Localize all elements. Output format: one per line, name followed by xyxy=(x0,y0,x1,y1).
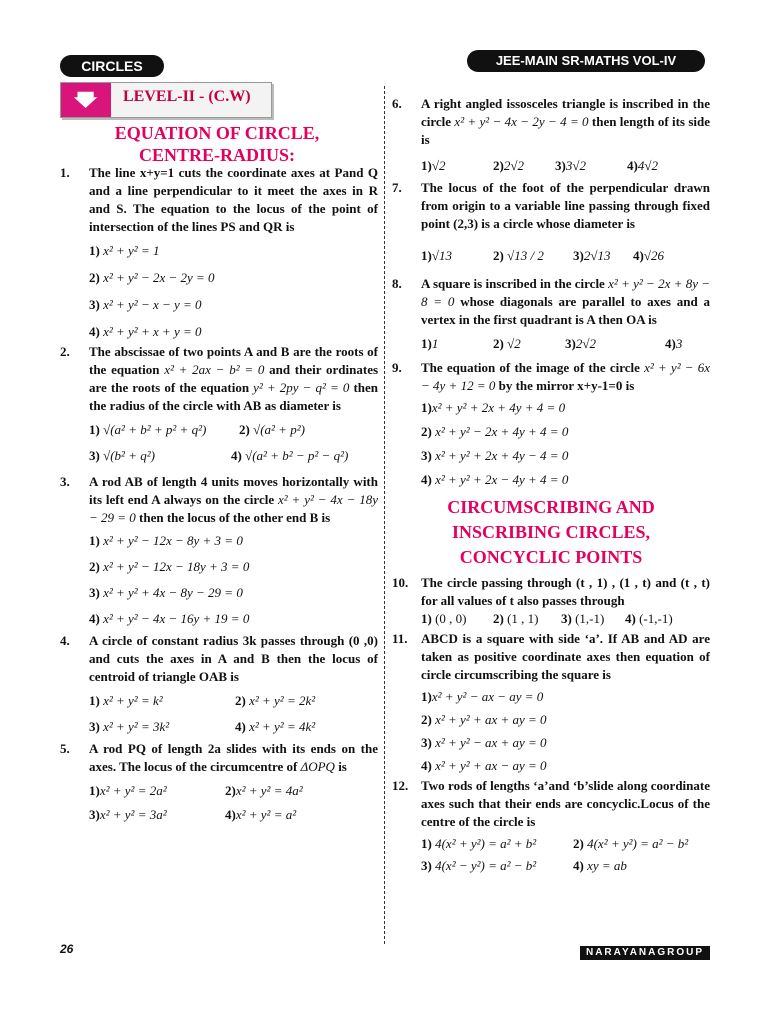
section-heading-line: INSCRIBING CIRCLES, xyxy=(451,522,651,542)
option-row xyxy=(89,692,378,710)
section-heading xyxy=(60,122,374,166)
question-text xyxy=(421,359,710,395)
option-text: x² + y² = 4a² xyxy=(235,783,303,798)
question-text-part: is xyxy=(338,759,347,774)
option xyxy=(89,532,378,550)
option xyxy=(555,157,627,175)
option xyxy=(421,857,573,875)
question-text xyxy=(89,473,378,527)
option-number: 2) xyxy=(421,712,432,727)
option-text: x² + y² − 4x − 16y + 19 = 0 xyxy=(103,611,250,626)
option-number: 4) xyxy=(225,807,236,822)
question-3 xyxy=(60,473,378,628)
option xyxy=(231,447,348,465)
option xyxy=(573,857,627,875)
option-text: √13 / 2 xyxy=(507,248,544,263)
level-banner xyxy=(60,82,272,118)
option-number: 3) xyxy=(89,719,100,734)
option-number: 2) xyxy=(235,693,246,708)
option xyxy=(225,782,303,800)
question-number: 2. xyxy=(60,344,70,359)
option xyxy=(561,610,625,628)
option xyxy=(89,584,378,602)
question-8 xyxy=(392,275,710,353)
option-text: x² + y² − x − y = 0 xyxy=(103,297,202,312)
option-row xyxy=(421,610,710,628)
volume-title-badge: JEE-MAIN SR-MATHS VOL-IV xyxy=(467,50,705,72)
option-text: √2 xyxy=(507,336,521,351)
option xyxy=(493,610,561,628)
question-number: 8. xyxy=(392,276,402,291)
level-label: LEVEL-II - (C.W) xyxy=(123,88,251,105)
option-text: 4(x² − y²) = a² − b² xyxy=(435,858,537,873)
question-text xyxy=(421,95,710,149)
page-number: 26 xyxy=(60,942,74,956)
option-text: x² + y² = k² xyxy=(103,693,163,708)
option-number: 1) xyxy=(89,783,100,798)
section-heading-line: CENTRE-RADIUS: xyxy=(138,145,295,165)
option xyxy=(89,718,235,736)
option-number: 4) xyxy=(421,758,432,773)
option-number: 1) xyxy=(421,158,432,173)
publisher-label: NARAYANAGROUP xyxy=(580,946,710,960)
option-number: 4) xyxy=(235,719,246,734)
option xyxy=(89,782,225,800)
question-text: Two rods of lengths ‘a’and ‘b’slide along coordinate axes such that their ends are concyclic.Locus of the centre of the circle is xyxy=(421,778,710,829)
question-text-part: A rod AB of length 4 units moves horizontally with its left end A always on the circle xyxy=(89,474,378,507)
question-text-part: by the mirror x+y-1=0 is xyxy=(498,378,635,393)
option-number: 4) xyxy=(231,448,242,463)
option-number: 3) xyxy=(89,585,100,600)
option xyxy=(89,269,378,287)
question-text: ABCD is a square with side ‘a’. If AB and AD are taken as positive coordinate axes then equation of circle circumscribing the square is xyxy=(421,631,710,682)
option-text: x² + y² + 4x − 8y − 29 = 0 xyxy=(103,585,243,600)
left-column xyxy=(60,164,378,826)
option xyxy=(421,247,493,265)
equation: x² + 2ax − b² = 0 xyxy=(164,362,265,377)
option xyxy=(421,399,710,417)
option xyxy=(421,610,493,628)
option-text: 2√2 xyxy=(575,336,596,351)
arrow-down-icon xyxy=(61,83,111,117)
option-number: 1) xyxy=(421,336,432,351)
option xyxy=(625,610,673,628)
question-number: 10. xyxy=(392,575,409,590)
question-text xyxy=(421,275,710,329)
option xyxy=(421,471,710,489)
option-number: 1) xyxy=(89,533,100,548)
option-text: (1 , 1) xyxy=(507,611,539,626)
option-text: 3√2 xyxy=(565,158,586,173)
option-number: 1) xyxy=(89,693,100,708)
option-text: x² + y² = 4k² xyxy=(249,719,316,734)
option xyxy=(421,447,710,465)
question-11 xyxy=(392,630,710,775)
question-number: 9. xyxy=(392,360,402,375)
option-text: x² + y² − 2x + 4y + 4 = 0 xyxy=(435,424,569,439)
section-heading-line: CIRCUMSCRIBING AND xyxy=(447,497,655,517)
option xyxy=(89,242,378,260)
option xyxy=(89,610,378,628)
option-text: x² + y² − ax − ay = 0 xyxy=(431,689,544,704)
question-text-part: A right angled issosceles triangle is inscribed in the circle xyxy=(421,96,710,129)
option-text: √(a² + p²) xyxy=(253,422,305,437)
option-number: 4) xyxy=(625,611,636,626)
option-text: x² + y² + 2x + 4y + 4 = 0 xyxy=(431,400,566,415)
option xyxy=(421,835,573,853)
option-row xyxy=(421,247,710,265)
option-number: 1) xyxy=(421,836,432,851)
option-text: x² + y² = 2a² xyxy=(99,783,167,798)
option-number: 4) xyxy=(89,611,100,626)
column-divider xyxy=(384,86,385,944)
question-number: 11. xyxy=(392,631,408,646)
option-row xyxy=(89,718,378,736)
option-row xyxy=(89,447,378,465)
option-number: 2) xyxy=(573,836,584,851)
question-10 xyxy=(392,574,710,628)
question-4 xyxy=(60,632,378,736)
option-text: 4√2 xyxy=(637,158,658,173)
option-number: 3) xyxy=(421,735,432,750)
option-number: 3) xyxy=(565,336,576,351)
option xyxy=(89,323,378,341)
question-7 xyxy=(392,179,710,265)
option xyxy=(421,157,493,175)
option xyxy=(89,806,225,824)
option xyxy=(573,247,633,265)
equation: x² + y² − 6x − 4y + 12 = 0 xyxy=(421,360,710,393)
option xyxy=(421,734,710,752)
option-number: 2) xyxy=(493,158,504,173)
option-row xyxy=(89,782,378,800)
option-row xyxy=(89,421,378,439)
option-text: x² + y² = 2k² xyxy=(249,693,316,708)
option-text: 3 xyxy=(675,336,683,351)
option-text: x² + y² = a² xyxy=(235,807,297,822)
option-number: 3) xyxy=(561,611,572,626)
option-number: 2) xyxy=(493,336,504,351)
option xyxy=(493,157,555,175)
question-number: 6. xyxy=(392,96,402,111)
option xyxy=(633,247,664,265)
option-text: √(b² + q²) xyxy=(103,448,155,463)
option-number: 2) xyxy=(89,559,100,574)
option-text: x² + y² − 12x − 18y + 3 = 0 xyxy=(103,559,250,574)
option-text: x² + y² + ax + ay = 0 xyxy=(435,712,547,727)
question-text: The circle passing through (t , 1) , (1 , t) and (t , t) for all values of t also passes through xyxy=(421,575,710,608)
option-number: 2) xyxy=(421,424,432,439)
question-text-part: then the radius of the circle with AB as diameter is xyxy=(89,380,378,413)
question-1 xyxy=(60,164,378,341)
equation: x² + y² − 2x + 8y − 8 = 0 xyxy=(421,276,711,309)
question-text: The line x+y=1 cuts the coordinate axes at Pand Q and a line perpendicular to it meet the axes in R and S. The equation to the locus of the point of intersection of the lines PS and QR is xyxy=(89,165,378,234)
option-number: 3) xyxy=(89,297,100,312)
option xyxy=(665,335,682,353)
option-number: 1) xyxy=(89,422,100,437)
option xyxy=(89,421,239,439)
option-row xyxy=(89,806,378,824)
option-number: 3) xyxy=(573,248,584,263)
option-text: (1,-1) xyxy=(575,611,605,626)
question-6 xyxy=(392,95,710,175)
option xyxy=(565,335,665,353)
option-number: 2) xyxy=(225,783,236,798)
question-text-part: The equation of the image of the circle xyxy=(421,360,640,375)
option xyxy=(239,421,305,439)
option xyxy=(627,157,658,175)
equation: x² + y² − 4x − 2y − 4 = 0 xyxy=(454,114,589,129)
option-row xyxy=(421,335,710,353)
question-number: 12. xyxy=(392,778,409,793)
option-number: 3) xyxy=(89,448,100,463)
option-text: x² + y² + ax − ay = 0 xyxy=(435,758,547,773)
question-text: A circle of constant radius 3k passes through (0 ,0) and cuts the axes in A and B then the locus of centroid of triangle OAB is xyxy=(89,633,378,684)
option-text: √(a² + b² + p² + q²) xyxy=(103,422,207,437)
option-text: √26 xyxy=(643,248,664,263)
option-text: x² + y² − 12x − 8y + 3 = 0 xyxy=(103,533,243,548)
option xyxy=(89,296,378,314)
option-text: x² + y² + 2x + 4y − 4 = 0 xyxy=(435,448,569,463)
option xyxy=(493,247,573,265)
question-9 xyxy=(392,359,710,489)
question-text-part: and their ordinates are the roots of the equation xyxy=(89,362,379,395)
option xyxy=(235,692,315,710)
option xyxy=(89,447,231,465)
question-text-part: The abscissae of two points A and B are the roots of the equation xyxy=(89,344,378,377)
option-number: 1) xyxy=(421,248,432,263)
option-number: 3) xyxy=(89,807,100,822)
equation: ΔOPQ xyxy=(300,759,335,774)
option-text: x² + y² − ax + ay = 0 xyxy=(435,735,547,750)
question-text-part: then the locus of the other end B is xyxy=(139,510,331,525)
option xyxy=(493,335,565,353)
option-number: 4) xyxy=(665,336,676,351)
option-text: 2√13 xyxy=(583,248,611,263)
option-number: 2) xyxy=(493,611,504,626)
option-text: √13 xyxy=(431,248,452,263)
question-number: 5. xyxy=(60,741,70,756)
option xyxy=(421,688,710,706)
option xyxy=(573,835,688,853)
option-number: 1) xyxy=(421,611,432,626)
option-text: 4(x² + y²) = a² − b² xyxy=(587,836,689,851)
option-text: 1 xyxy=(431,336,439,351)
question-number: 4. xyxy=(60,633,70,648)
option-number: 2) xyxy=(89,270,100,285)
option-number: 3) xyxy=(421,448,432,463)
question-text-part: whose diagonals are parallel to axes and a vertex in the first quadrant is A then OA is xyxy=(421,294,711,327)
option-text: 2√2 xyxy=(503,158,524,173)
right-column xyxy=(392,95,710,877)
option-number: 1) xyxy=(89,243,100,258)
option-number: 4) xyxy=(89,324,100,339)
option-text: (-1,-1) xyxy=(639,611,673,626)
option-text: xy = ab xyxy=(587,858,627,873)
option-number: 4) xyxy=(573,858,584,873)
question-2 xyxy=(60,343,378,465)
option-text: √2 xyxy=(431,158,446,173)
option-text: 4(x² + y²) = a² + b² xyxy=(435,836,537,851)
question-text: The locus of the foot of the perpendicular drawn from origin to a variable line passing through fixed point (2,3) is a circle whose diameter is xyxy=(421,180,710,231)
option-number: 1) xyxy=(421,400,432,415)
option-row xyxy=(421,157,710,175)
question-number: 7. xyxy=(392,180,402,195)
option-number: 3) xyxy=(421,858,432,873)
option-row xyxy=(421,835,710,853)
question-text xyxy=(89,343,378,415)
option xyxy=(89,558,378,576)
option xyxy=(421,711,710,729)
option-text: x² + y² − 2x − 2y = 0 xyxy=(103,270,215,285)
option-text: x² + y² + x + y = 0 xyxy=(103,324,202,339)
section-heading xyxy=(392,495,710,570)
option xyxy=(235,718,315,736)
option xyxy=(225,806,296,824)
option-number: 2) xyxy=(493,248,504,263)
option xyxy=(421,335,493,353)
question-text-part: A rod PQ of length 2a slides with its ends on the axes. The locus of the circumcentre of xyxy=(89,741,378,774)
section-heading-line: EQUATION OF CIRCLE, xyxy=(114,123,320,143)
question-text xyxy=(89,740,378,776)
option xyxy=(421,757,710,775)
option-number: 4) xyxy=(627,158,638,173)
question-number: 1. xyxy=(60,165,70,180)
option-text: x² + y² = 1 xyxy=(103,243,160,258)
question-12 xyxy=(392,777,710,875)
option xyxy=(421,423,710,441)
option-text: √(a² + b² − p² − q²) xyxy=(245,448,349,463)
option xyxy=(89,692,235,710)
equation: x² + y² − 4x − 18y − 29 = 0 xyxy=(89,492,378,525)
option-number: 3) xyxy=(555,158,566,173)
question-number: 3. xyxy=(60,474,70,489)
option-number: 2) xyxy=(239,422,250,437)
option-text: x² + y² + 2x − 4y + 4 = 0 xyxy=(435,472,569,487)
equation: y² + 2py − q² = 0 xyxy=(253,380,350,395)
option-row xyxy=(421,857,710,875)
section-heading-line: CONCYCLIC POINTS xyxy=(459,547,643,567)
option-number: 1) xyxy=(421,689,432,704)
option-text: (0 , 0) xyxy=(435,611,467,626)
chapter-title-badge: CIRCLES xyxy=(60,55,164,77)
option-number: 4) xyxy=(421,472,432,487)
option-text: x² + y² = 3a² xyxy=(99,807,167,822)
question-5 xyxy=(60,740,378,824)
question-text-part: then length of its side is xyxy=(421,114,710,147)
question-text-part: A square is inscribed in the circle xyxy=(421,276,605,291)
option-number: 4) xyxy=(633,248,644,263)
option-text: x² + y² = 3k² xyxy=(103,719,170,734)
